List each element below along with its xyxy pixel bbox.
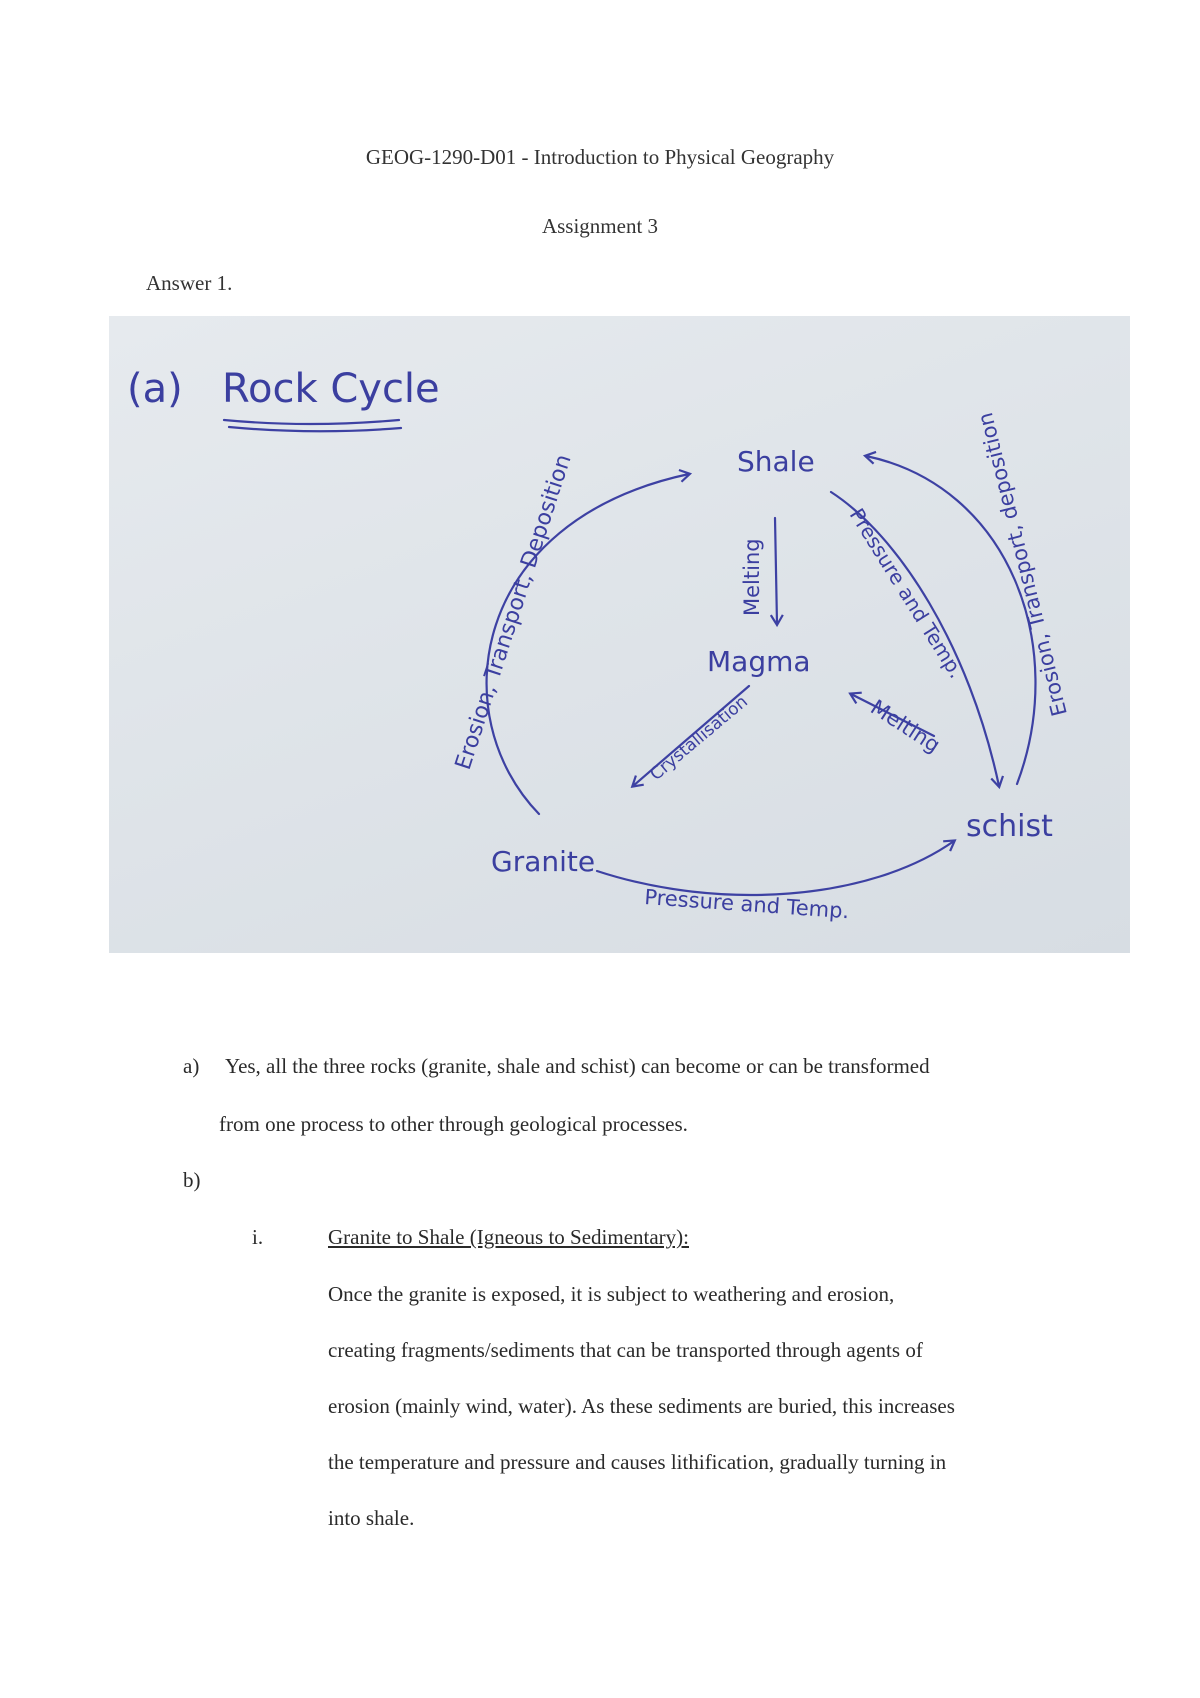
answer-b-i-line-1: Once the granite is exposed, it is subject to weathering and erosion, [328,1282,895,1306]
arrow-shale-to-magma [775,518,777,624]
node-granite: Granite [491,845,596,878]
node-schist: schist [966,809,1053,844]
course-title: GEOG-1290-D01 - Introduction to Physical Geography [365,145,835,169]
answer-b-i-line-3: erosion (mainly wind, water). As these sediments are buried, this increases [328,1394,955,1418]
answer-b-i-line-5: into shale. [328,1506,415,1530]
answer-b-i-line-4: the temperature and pressure and causes lithification, gradually turning in [328,1450,947,1474]
answer-b-marker: b) [183,1168,201,1192]
figure-heading-marker: (a) [127,366,183,412]
figure-heading-text: Rock Cycle [222,366,440,412]
label-schist-to-shale: Erosion, Transport, deposition [973,410,1072,719]
node-shale: Shale [737,445,815,478]
answer-a-marker: a) [183,1054,200,1078]
answer-b-i-heading: Granite to Shale (Igneous to Sedimentary): [328,1225,689,1249]
label-magma-to-granite: Crystallisation [646,691,752,785]
rock-cycle-photo [109,316,1130,953]
label-granite-to-schist: Pressure and Temp. [643,885,850,924]
heading-underline-1 [224,420,399,424]
answer-a-line-2: from one process to other through geological processes. [219,1112,688,1136]
label-schist-to-magma: Melting [866,695,945,758]
label-shale-to-magma: Melting [740,538,764,616]
answer-b-i-marker: i. [252,1225,264,1249]
answer-b-i-line-2: creating fragments/sediments that can be transported through agents of [328,1338,923,1362]
rock-cycle-diagram [109,316,1130,953]
label-granite-to-shale: Erosion, Transport, Deposition [450,451,577,773]
assignment-title: Assignment 3 [541,214,659,238]
heading-underline-2 [229,427,401,431]
label-shale-to-schist: Pressure and Temp. [844,503,969,683]
answer-heading: Answer 1. [146,271,233,295]
answer-a-line-1: Yes, all the three rocks (granite, shale and schist) can become or can be transformed [225,1054,930,1078]
node-magma: Magma [707,645,811,678]
